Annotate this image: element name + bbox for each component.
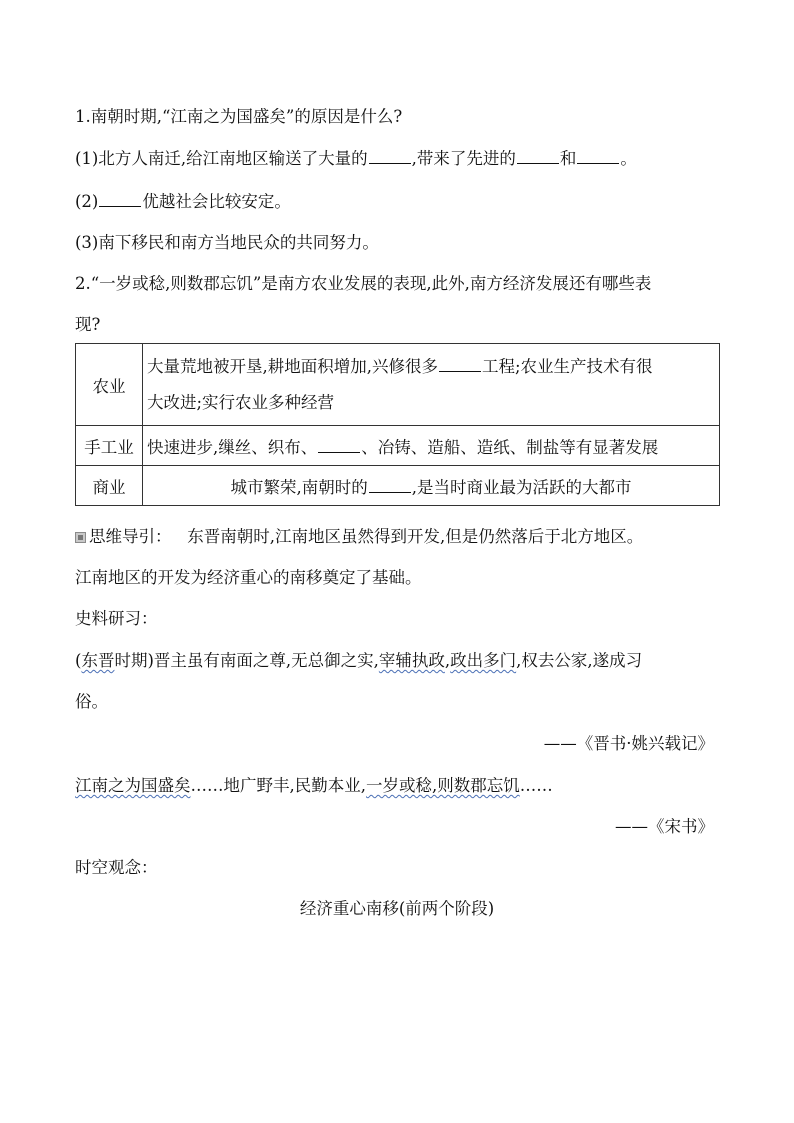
- fill-blank: [318, 436, 360, 453]
- thinking-guide: 思维导引： 东晋南朝时,江南地区虽然得到开发,但是仍然落后于北方地区。: [75, 526, 643, 548]
- thinking-guide-cont: 江南地区的开发为经济重心的南移奠定了基础。: [75, 568, 422, 587]
- table-row: [76, 426, 720, 466]
- row-content-handicraft: 快速进步,缫丝、织布、 、冶铸、造船、造纸、制盐等有显著发展: [143, 426, 720, 466]
- fill-blank: [439, 355, 481, 372]
- row-head-agriculture: 农业: [76, 344, 143, 426]
- row-content-commerce: 城市繁荣,南朝时的 ,是当时商业最为活跃的大都市: [143, 466, 720, 506]
- row-head-commerce: 商业: [76, 466, 143, 506]
- source-passage-2: 江南之为国盛矣……地广野丰,民勤本业,一岁或稔,则数郡忘饥……: [75, 776, 553, 795]
- time-space-label: 时空观念：: [75, 858, 158, 877]
- source-passage-1: (东晋时期)晋主虽有南面之尊,无总御之实,宰辅执政,政出多门,权去公家,遂成习: [75, 651, 643, 670]
- row-head-handicraft: 手工业: [76, 426, 143, 466]
- source-passage-1-cont: 俗。: [75, 692, 108, 711]
- citation-2: ——《宋书》: [615, 817, 714, 836]
- table-row: [76, 466, 720, 506]
- fill-blank: [99, 190, 141, 207]
- fill-blank: [517, 147, 559, 164]
- question-2-title-cont: 现?: [75, 315, 101, 334]
- question-2-title: 2.“一岁或稔,则数郡忘饥”是南方农业发展的表现,此外,南方经济发展还有哪些表: [75, 274, 652, 293]
- source-study-label: 史料研习：: [75, 609, 158, 628]
- citation-1: ——《晋书·姚兴载记》: [543, 734, 714, 753]
- fill-blank: [369, 476, 411, 493]
- section-heading: 经济重心南移(前两个阶段): [299, 899, 495, 918]
- fill-blank: [369, 147, 411, 164]
- fill-blank: [577, 147, 619, 164]
- row-content-agriculture: 大量荒地被开垦,耕地面积增加,兴修很多 工程;农业生产技术有很 大改进;实行农业多种经营: [143, 344, 720, 426]
- guide-label: 思维导引：: [89, 527, 172, 546]
- question-1-title: 1.南朝时期,“江南之为国盛矣”的原因是什么?: [75, 107, 403, 126]
- question-1-item-1: (1)北方人南迁,给江南地区输送了大量的 ,带来了先进的 和 。: [75, 149, 637, 168]
- table-row: [76, 344, 720, 426]
- guide-icon: [75, 532, 86, 543]
- question-1-item-3: (3)南下移民和南方当地民众的共同努力。: [75, 233, 379, 252]
- economy-table: [75, 343, 720, 506]
- question-1-item-2: (2) 优越社会比较安定。: [75, 192, 291, 211]
